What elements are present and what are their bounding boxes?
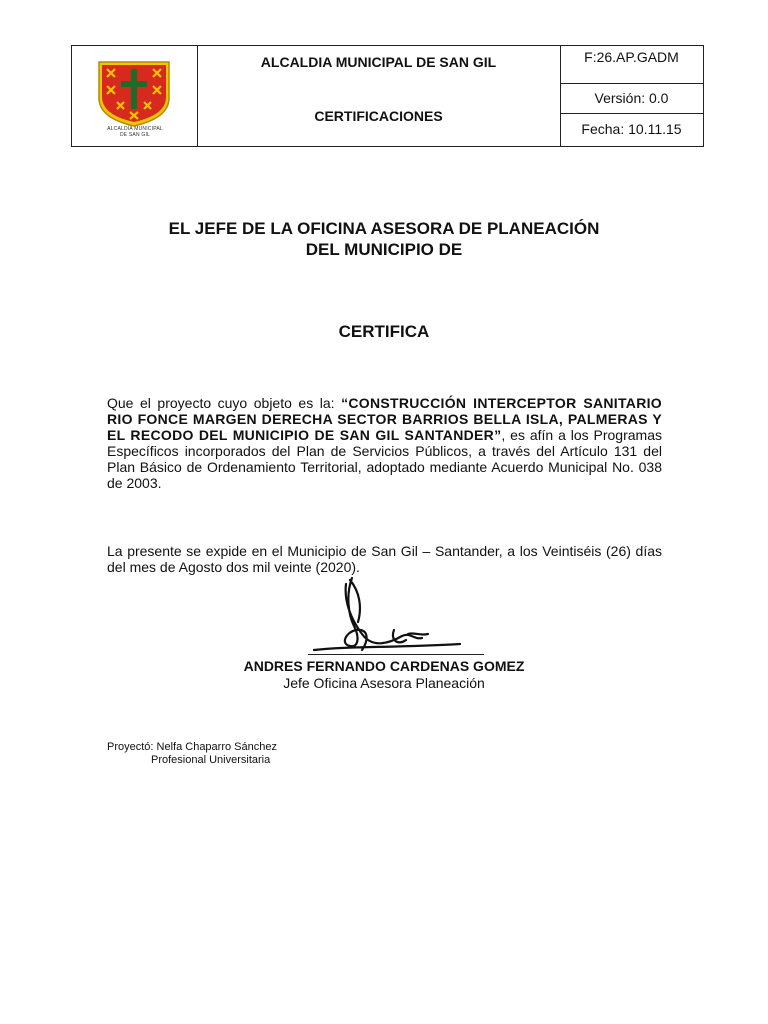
document-code: F:26.AP.GADM	[560, 46, 703, 84]
heading-line-1: EL JEFE DE LA OFICINA ASESORA DE PLANEACIÓN	[168, 219, 600, 238]
signer-name: ANDRES FERNANDO CARDENAS GOMEZ	[243, 658, 525, 674]
certifica-title: CERTIFICA	[338, 322, 430, 341]
document-version: Versión: 0.0	[560, 83, 703, 114]
certification-paragraph	[107, 395, 662, 491]
logo-caption	[94, 126, 176, 138]
document-header-table	[71, 45, 704, 147]
prepared-by-role: Profesional Universitaria	[151, 754, 271, 766]
header-title-cell	[197, 46, 561, 146]
logo-caption-line-2: DE SAN GIL	[119, 132, 151, 138]
prepared-by: Proyectó: Nelfa Chaparro Sánchez	[107, 741, 277, 753]
paragraph-rest: , es afín a los Programas Específicos incorporados del Plan de Servicios Públicos, a través del Artículo 131 del Plan Básico de Ordenamiento Territorial, adoptado mediante Acuerdo Municipal No. 038 de 2003.	[107, 427, 662, 491]
signer-role: Jefe Oficina Asesora Planeación	[283, 675, 485, 691]
handwritten-signature	[310, 574, 470, 656]
section-name: CERTIFICACIONES	[314, 108, 443, 124]
issued-statement: La presente se expide en el Municipio de San Gil – Santander, a los Veintiséis (26) días del mes de Agosto dos mil veinte (2020).	[107, 543, 662, 575]
logo-caption-line-1: ALCALDÍA MUNICIPAL	[107, 126, 163, 132]
project-name: “CONSTRUCCIÓN INTERCEPTOR SANITARIO RIO FONCE MARGEN DERECHA SECTOR BARRIOS BELLA ISLA, PALMERAS Y EL RECODO DEL MUNICIPIO DE SAN GIL SANTANDER”	[107, 395, 662, 443]
paragraph-intro: Que el proyecto cuyo objeto es la:	[107, 395, 342, 411]
header-meta-cell	[560, 46, 703, 146]
institution-name: ALCALDIA MUNICIPAL DE SAN GIL	[260, 54, 497, 70]
logo-cell	[72, 46, 198, 146]
document-date: Fecha: 10.11.15	[581, 121, 682, 137]
signature-line	[308, 654, 484, 655]
heading-line-2: DEL MUNICIPIO DE	[305, 240, 463, 259]
